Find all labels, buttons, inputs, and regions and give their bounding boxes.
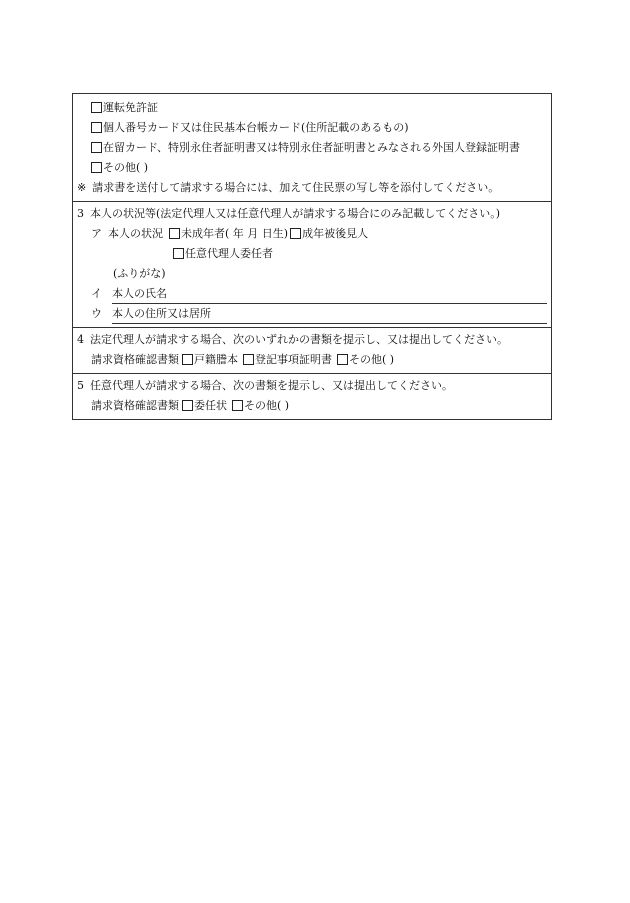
option-label: その他( ) [349,353,395,366]
legal-agent-docs-row [77,350,547,370]
checkbox-voluntary-agent-other[interactable] [232,400,243,411]
principal-status-section [73,201,551,327]
principal-address-label: 本人の住所又は居所 [112,307,211,320]
principal-status-row-2 [77,244,547,264]
principal-status-row [77,224,547,244]
section-title: 法定代理人が請求する場合、次のいずれかの書類を提示し、又は提出してください。 [90,333,508,346]
principal-status-label: 本人の状況 [108,227,163,240]
option-label: 運転免許証 [103,101,158,114]
item-mark: イ [91,287,102,300]
checkbox-power-of-attorney[interactable] [182,400,193,411]
option-label: 未成年者( 年 月 日生) [181,227,289,240]
checkbox-drivers-license[interactable] [91,102,102,113]
section-title: 本人の状況等(法定代理人又は任意代理人が請求する場合にのみ記載してください。) [90,207,501,220]
section4-heading [77,330,547,350]
option-residence-card [77,138,547,158]
checkbox-registry-certificate[interactable] [243,354,254,365]
principal-name-label: 本人の氏名 [112,287,167,300]
identity-documents-section [73,94,551,201]
section3-heading [77,204,547,224]
checkbox-minor[interactable] [169,228,180,239]
note-text: 請求書を送付して請求する場合には、加えて住民票の写し等を添付してください。 [92,181,500,194]
checkbox-voluntary-agent-principal[interactable] [173,248,184,259]
checkbox-other[interactable] [91,162,102,173]
option-label: 登記事項証明書 [255,353,332,366]
item-mark: ウ [91,307,102,320]
checkbox-family-register[interactable] [182,354,193,365]
option-label: 委任状 [194,399,227,412]
option-label: 成年被後見人 [302,227,369,240]
checkbox-my-number-card[interactable] [91,122,102,133]
section-number: 5 [77,379,84,392]
principal-address-row [77,304,547,324]
mail-request-note [77,178,547,198]
option-label: その他( ) [244,399,290,412]
option-label: 戸籍謄本 [194,353,238,366]
section-number: 4 [77,333,84,346]
voluntary-agent-docs-row [77,396,547,416]
item-mark: ア [91,227,102,240]
principal-name-field[interactable] [112,285,547,304]
option-label: 個人番号カード又は住民基本台帳カード(住所記載のあるもの) [103,121,409,134]
voluntary-agent-section [73,373,551,419]
option-label: 任意代理人委任者 [185,247,273,260]
furigana-row [77,264,547,284]
furigana-label: (ふりがな) [113,267,166,280]
section-title: 任意代理人が請求する場合、次の書類を提示し、又は提出してください。 [90,379,453,392]
option-my-number-card [77,118,547,138]
section5-heading [77,376,547,396]
request-form-box [72,93,552,420]
option-drivers-license [77,98,547,118]
docs-label: 請求資格確認書類 [91,399,179,412]
principal-name-row [77,284,547,304]
section-number: 3 [77,207,84,220]
docs-label: 請求資格確認書類 [91,353,179,366]
checkbox-adult-ward[interactable] [290,228,301,239]
note-mark: ※ [77,181,87,194]
principal-address-field[interactable] [112,305,547,324]
option-other [77,158,547,178]
checkbox-residence-card[interactable] [91,142,102,153]
option-label: 在留カード、特別永住者証明書又は特別永住者証明書とみなされる外国人登録証明書 [103,141,521,154]
option-label: その他( ) [103,161,149,174]
checkbox-legal-agent-other[interactable] [337,354,348,365]
legal-agent-section [73,327,551,373]
